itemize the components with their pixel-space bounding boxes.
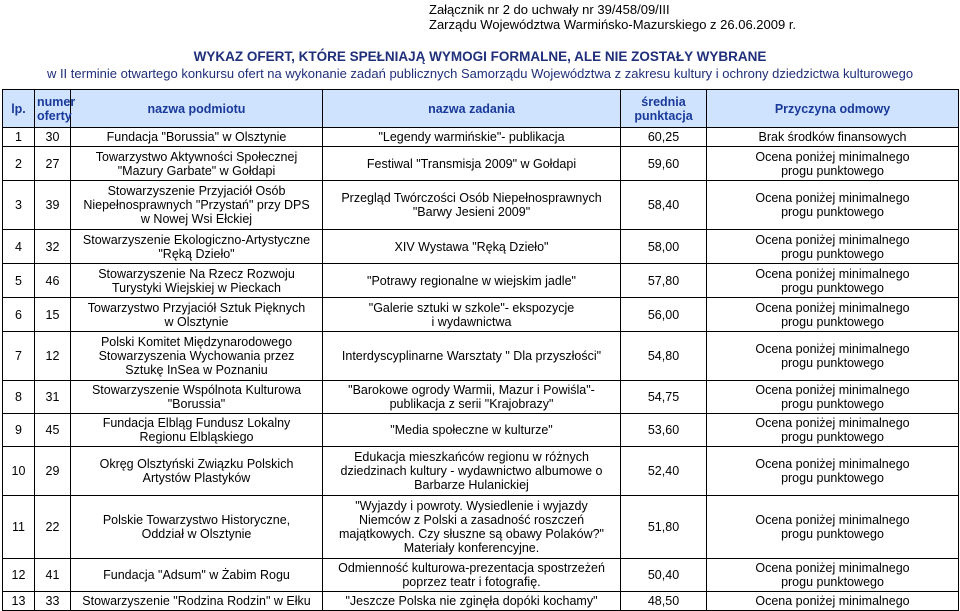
cell-zadanie xyxy=(323,264,621,298)
table-row xyxy=(3,230,959,264)
cell-podmiot xyxy=(71,496,323,559)
cell-punktacja: 52,40 xyxy=(621,447,707,496)
cell-zadanie xyxy=(323,559,621,592)
cell-podmiot xyxy=(71,128,323,147)
cell-przyczyna-line: progu punktowego xyxy=(781,205,884,219)
cell-zadanie-line: XIV Wystawa "Ręką Dzieło" xyxy=(394,239,549,254)
cell-zadanie xyxy=(323,592,621,611)
cell-przyczyna xyxy=(707,264,959,298)
cell-podmiot-line: "Borussia" xyxy=(167,397,226,411)
cell-numer: 15 xyxy=(35,298,71,332)
cell-przyczyna-line: Ocena poniżej minimalnego xyxy=(755,191,910,205)
col-podmiot: nazwa podmiotu xyxy=(71,90,323,128)
cell-lp: 9 xyxy=(3,414,35,447)
document-title: WYKAZ OFERT, KTÓRE SPEŁNIAJĄ WYMOGI FORMALNE, ALE NIE ZOSTAŁY WYBRANE xyxy=(193,49,767,64)
cell-zadanie-line: i wydawnictwa xyxy=(431,314,512,329)
cell-przyczyna-line: progu punktowego xyxy=(781,246,884,261)
cell-lp: 13 xyxy=(3,592,35,611)
col-przyczyna: Przyczyna odmowy xyxy=(707,90,959,128)
cell-przyczyna xyxy=(707,447,959,496)
cell-podmiot-line: Okręg Olsztyński Związku Polskich xyxy=(99,457,294,471)
cell-zadanie-line: poprzez teatr i fotografię. xyxy=(402,575,541,589)
cell-zadanie-line: "Galerie sztuki w szkole"- ekspozycje xyxy=(368,300,575,315)
table-row xyxy=(3,559,959,592)
cell-numer: 27 xyxy=(35,147,71,181)
cell-lp: 4 xyxy=(3,230,35,264)
cell-podmiot xyxy=(71,298,323,332)
cell-zadanie-line: Przegląd Twórczości Osób Niepełnosprawnych xyxy=(341,191,602,205)
cell-przyczyna xyxy=(707,128,959,147)
cell-podmiot-line: Turystyki Wiejskiej w Pieckach xyxy=(111,280,281,295)
cell-podmiot-line: "Mazury Garbate" w Gołdapi xyxy=(117,163,276,178)
cell-lp: 12 xyxy=(3,559,35,592)
cell-przyczyna xyxy=(707,592,959,611)
cell-punktacja: 48,50 xyxy=(621,592,707,611)
cell-zadanie-line: publikacja z serii "Krajobrazy" xyxy=(389,397,554,411)
cell-podmiot-line: Polski Komitet Międzynarodowego xyxy=(100,335,293,349)
cell-podmiot-line: Sztukę InSea w Poznaniu xyxy=(125,363,268,377)
cell-zadanie-line: "Wyjazdy i powroty. Wysiedlenie i wyjazdy xyxy=(355,499,588,513)
col-srednia-line2: punktacja xyxy=(634,108,693,123)
cell-podmiot-line: Oddział w Olsztynie xyxy=(141,527,252,541)
cell-przyczyna xyxy=(707,298,959,332)
cell-przyczyna-line: Ocena poniżej minimalnego xyxy=(755,232,910,247)
cell-przyczyna-line: progu punktowego xyxy=(781,527,884,541)
cell-zadanie-line: Edukacja mieszkańców regionu w różnych xyxy=(354,450,589,464)
cell-zadanie-line: "Potrawy regionalne w wiejskim jadle" xyxy=(367,273,576,288)
cell-zadanie xyxy=(323,147,621,181)
cell-podmiot xyxy=(71,592,323,611)
cell-przyczyna xyxy=(707,230,959,264)
cell-przyczyna xyxy=(707,332,959,381)
cell-numer: 29 xyxy=(35,447,71,496)
cell-przyczyna-line: progu punktowego xyxy=(781,471,884,485)
cell-podmiot xyxy=(71,447,323,496)
cell-podmiot-line: Regionu Elbląskiego xyxy=(139,430,254,444)
cell-zadanie-line: "Legendy warmińskie"- publikacja xyxy=(378,130,565,144)
cell-numer: 45 xyxy=(35,414,71,447)
cell-zadanie-line: "Jeszcze Polska nie zginęła dopóki kochamy" xyxy=(345,594,598,608)
cell-przyczyna-line: Ocena poniżej minimalnego xyxy=(755,300,910,315)
cell-przyczyna-line: Ocena poniżej minimalnego xyxy=(755,383,910,397)
cell-przyczyna xyxy=(707,181,959,230)
cell-zadanie xyxy=(323,298,621,332)
header-row xyxy=(3,90,959,128)
table-row xyxy=(3,332,959,381)
cell-punktacja: 50,40 xyxy=(621,559,707,592)
cell-numer: 32 xyxy=(35,230,71,264)
cell-przyczyna-line: progu punktowego xyxy=(781,314,884,329)
table-row xyxy=(3,592,959,611)
col-numer-line1: numer xyxy=(37,94,76,109)
cell-przyczyna-line: progu punktowego xyxy=(781,163,884,178)
cell-zadanie xyxy=(323,230,621,264)
cell-punktacja: 59,60 xyxy=(621,147,707,181)
col-srednia xyxy=(621,90,707,128)
cell-przyczyna-line: Ocena poniżej minimalnego xyxy=(755,416,910,430)
cell-lp: 5 xyxy=(3,264,35,298)
cell-numer: 33 xyxy=(35,592,71,611)
cell-zadanie xyxy=(323,128,621,147)
cell-przyczyna-line: Ocena poniżej minimalnego xyxy=(755,457,910,471)
annex-line-2: Zarządu Województwa Warmińsko-Mazurskiego z 26.06.2009 r. xyxy=(429,17,797,32)
cell-przyczyna-line: progu punktowego xyxy=(781,356,884,370)
cell-przyczyna-line: Ocena poniżej minimalnego xyxy=(755,594,910,608)
cell-zadanie xyxy=(323,496,621,559)
cell-zadanie-line: Barbarze Hulanickiej xyxy=(414,478,529,492)
cell-podmiot-line: Fundacja Elbląg Fundusz Lokalny xyxy=(102,416,291,430)
cell-zadanie-line: "Media społeczne w kulturze" xyxy=(390,423,553,437)
cell-lp: 1 xyxy=(3,128,35,147)
cell-podmiot-line: Fundacja "Borussia" w Olsztynie xyxy=(106,130,287,144)
cell-zadanie-line: Interdyscyplinarne Warsztaty " Dla przyszłości" xyxy=(341,349,602,363)
table-row xyxy=(3,264,959,298)
table-row xyxy=(3,381,959,414)
cell-zadanie xyxy=(323,414,621,447)
cell-przyczyna-line: Ocena poniżej minimalnego xyxy=(755,342,910,356)
cell-zadanie xyxy=(323,332,621,381)
cell-podmiot-line: Stowarzyszenie Na Rzecz Rozwoju xyxy=(98,266,295,281)
cell-lp: 7 xyxy=(3,332,35,381)
cell-zadanie-line: Niemców z Polski a zasadność roszczeń xyxy=(358,513,585,527)
cell-przyczyna xyxy=(707,381,959,414)
cell-punktacja: 60,25 xyxy=(621,128,707,147)
cell-przyczyna xyxy=(707,147,959,181)
cell-zadanie xyxy=(323,381,621,414)
cell-przyczyna xyxy=(707,496,959,559)
cell-numer: 22 xyxy=(35,496,71,559)
cell-lp: 8 xyxy=(3,381,35,414)
col-numer-line2: oferty xyxy=(37,108,72,123)
cell-lp: 3 xyxy=(3,181,35,230)
col-numer xyxy=(35,90,76,128)
cell-zadanie-line: "Barwy Jesieni 2009" xyxy=(412,205,531,219)
cell-podmiot-line: "Ręką Dzieło" xyxy=(158,246,235,261)
cell-przyczyna-line: Ocena poniżej minimalnego xyxy=(755,561,910,575)
cell-numer: 41 xyxy=(35,559,71,592)
cell-punktacja: 53,60 xyxy=(621,414,707,447)
cell-podmiot-line: Artystów Plastyków xyxy=(142,471,251,485)
cell-punktacja: 58,00 xyxy=(621,230,707,264)
document-subtitle: w II terminie otwartego konkursu ofert na wykonanie zadań publicznych Samorządu Województwa z zakresu kultury i ochrony dziedzictwa kulturowego xyxy=(46,66,914,81)
cell-przyczyna-line: progu punktowego xyxy=(781,397,884,411)
cell-zadanie-line: dziedzinach kultury - wydawnictwo albumowe o xyxy=(340,464,603,478)
cell-podmiot-line: w Nowej Wsi Ełckiej xyxy=(140,212,253,226)
cell-zadanie-line: majątkowych. Czy słuszne są obawy Polaków?" xyxy=(339,527,604,541)
col-srednia-line1: średnia xyxy=(641,94,686,109)
cell-numer: 31 xyxy=(35,381,71,414)
table-row xyxy=(3,447,959,496)
cell-punktacja: 51,80 xyxy=(621,496,707,559)
cell-podmiot-line: Stowarzyszenie Wspólnota Kulturowa xyxy=(91,383,302,397)
cell-podmiot xyxy=(71,230,323,264)
cell-podmiot-line: Stowarzyszenie Ekologiczno-Artystyczne xyxy=(82,232,311,247)
offers-table xyxy=(2,89,959,611)
cell-podmiot-line: Stowarzyszenie Przyjaciół Osób xyxy=(107,184,286,198)
cell-numer: 12 xyxy=(35,332,71,381)
cell-numer: 30 xyxy=(35,128,71,147)
annex-line-1: Załącznik nr 2 do uchwały nr 39/458/09/III xyxy=(429,2,670,17)
cell-zadanie-line: Odmienność kulturowa-prezentacja spostrzeżeń xyxy=(338,561,605,575)
cell-lp: 2 xyxy=(3,147,35,181)
table-row xyxy=(3,147,959,181)
cell-przyczyna-line: Ocena poniżej minimalnego xyxy=(755,149,910,164)
cell-podmiot xyxy=(71,559,323,592)
cell-przyczyna-line: Ocena poniżej minimalnego xyxy=(755,513,910,527)
table-row xyxy=(3,298,959,332)
cell-punktacja: 56,00 xyxy=(621,298,707,332)
cell-zadanie xyxy=(323,447,621,496)
cell-zadanie xyxy=(323,181,621,230)
cell-podmiot-line: w Olsztynie xyxy=(164,314,229,329)
table-row xyxy=(3,181,959,230)
cell-przyczyna-line: progu punktowego xyxy=(781,280,884,295)
cell-punktacja: 54,75 xyxy=(621,381,707,414)
cell-numer: 46 xyxy=(35,264,71,298)
col-lp: lp. xyxy=(3,90,35,128)
cell-numer: 39 xyxy=(35,181,71,230)
cell-przyczyna-line: progu punktowego xyxy=(781,430,884,444)
table-row xyxy=(3,414,959,447)
cell-podmiot xyxy=(71,147,323,181)
cell-podmiot-line: Towarzystwo Przyjaciół Sztuk Pięknych xyxy=(87,300,306,315)
cell-zadanie-line: Materiały konferencyjne. xyxy=(403,541,540,555)
cell-przyczyna xyxy=(707,559,959,592)
cell-punktacja: 57,80 xyxy=(621,264,707,298)
cell-podmiot-line: Fundacja "Adsum" w Żabim Rogu xyxy=(103,568,290,582)
cell-podmiot xyxy=(71,264,323,298)
cell-przyczyna-line: Brak środków finansowych xyxy=(758,130,907,144)
cell-podmiot xyxy=(71,332,323,381)
cell-podmiot-line: Stowarzyszenie "Rodzina Rodzin" w Ełku xyxy=(82,594,311,608)
cell-przyczyna xyxy=(707,414,959,447)
cell-lp: 10 xyxy=(3,447,35,496)
cell-przyczyna-line: Ocena poniżej minimalnego xyxy=(755,266,910,281)
cell-podmiot-line: Towarzystwo Aktywności Społecznej xyxy=(95,149,298,164)
cell-lp: 11 xyxy=(3,496,35,559)
cell-lp: 6 xyxy=(3,298,35,332)
cell-przyczyna-line: progu punktowego xyxy=(781,575,884,589)
cell-podmiot xyxy=(71,381,323,414)
cell-punktacja: 58,40 xyxy=(621,181,707,230)
cell-podmiot xyxy=(71,181,323,230)
cell-podmiot xyxy=(71,414,323,447)
cell-zadanie-line: Festiwal "Transmisja 2009" w Gołdapi xyxy=(366,156,577,171)
col-zadanie: nazwa zadania xyxy=(323,90,621,128)
table-row xyxy=(3,128,959,147)
cell-podmiot-line: Polskie Towarzystwo Historyczne, xyxy=(102,513,291,527)
cell-zadanie-line: "Barokowe ogrody Warmii, Mazur i Powiśla"- xyxy=(348,383,595,397)
cell-podmiot-line: Stowarzyszenia Wychowania przez xyxy=(98,349,295,363)
table-row xyxy=(3,496,959,559)
cell-punktacja: 54,80 xyxy=(621,332,707,381)
cell-podmiot-line: Niepełnosprawnych "Przystań" przy DPS xyxy=(83,198,310,212)
